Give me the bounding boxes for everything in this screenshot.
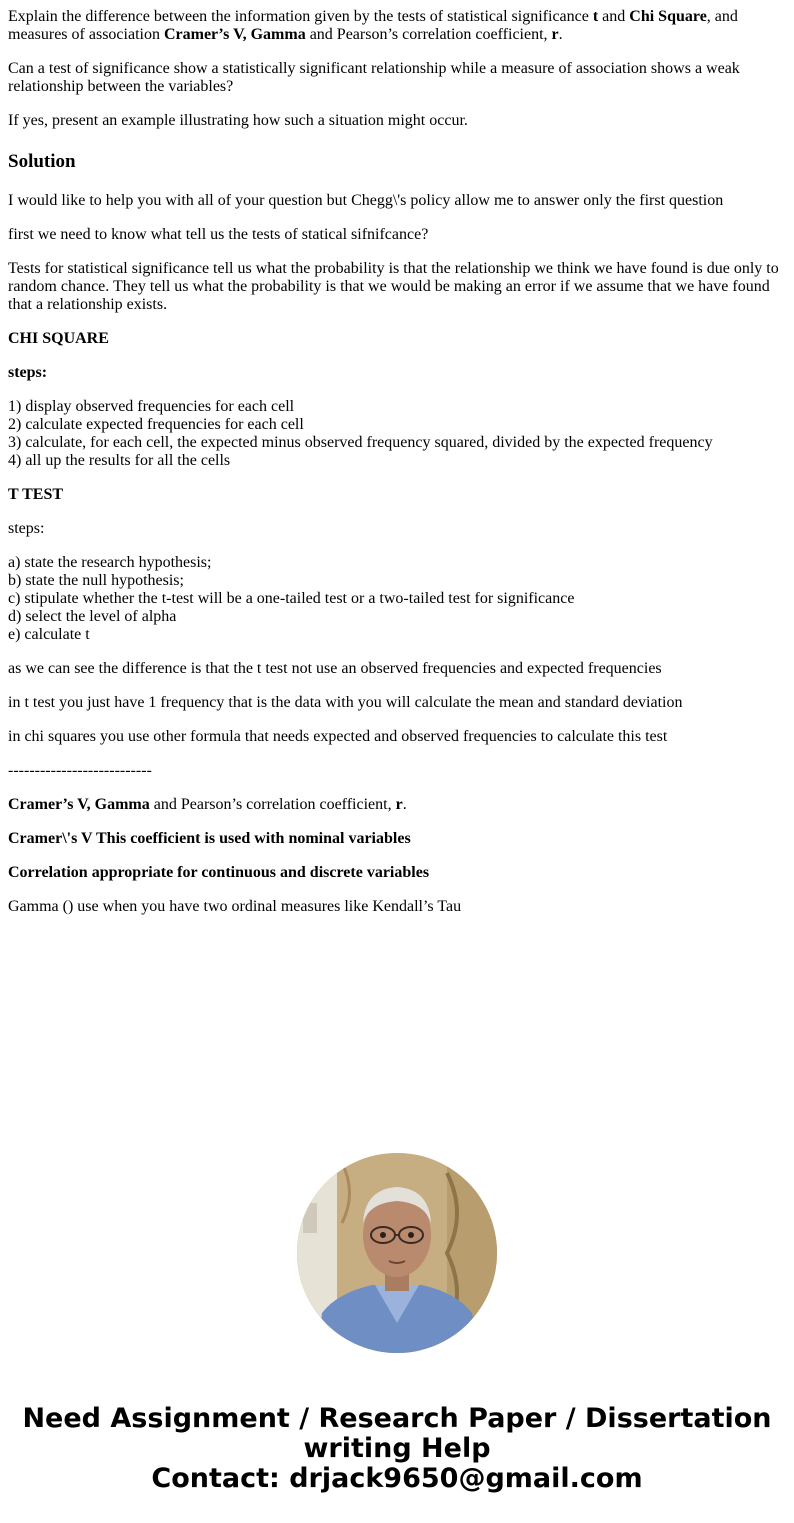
cramers-v-text: Cramer\'s V This coefficient is used with nominal variables [8, 830, 411, 847]
t-step: a) state the research hypothesis; [8, 554, 212, 571]
text: and Pearson’s correlation coefficient, [305, 26, 552, 43]
promo-line-1: Need Assignment / Research Paper / Dissertation [22, 1403, 772, 1434]
t-test-heading-text: T TEST [8, 486, 64, 503]
chi-square-steps-label [8, 364, 786, 382]
bold-r: r [551, 26, 559, 43]
difference-paragraph-1: as we can see the difference is that the t test not use an observed frequencies and expected frequencies [8, 660, 662, 677]
t-step: b) state the null hypothesis; [8, 572, 184, 589]
chi-square-steps-list [8, 398, 786, 470]
cramers-v-paragraph [8, 830, 786, 848]
chi-step: 2) calculate expected frequencies for each cell [8, 416, 304, 433]
promo-banner [0, 1404, 794, 1494]
t-step: c) stipulate whether the t-test will be a one-tailed test or a two-tailed test for significance [8, 590, 575, 607]
text: , and measures of association [8, 8, 738, 43]
difference-paragraph-2: in t test you just have 1 frequency that is the data with you will calculate the mean and standard deviation [8, 694, 683, 711]
bold-r: r [395, 796, 403, 813]
difference-paragraph-3: in chi squares you use other formula that needs expected and observed frequencies to calculate this test [8, 728, 668, 745]
text: Explain the difference between the information given by the tests of statistical significance [8, 8, 593, 25]
text: and [598, 8, 630, 25]
solution-tests-paragraph: Tests for statistical significance tell us what the probability is that the relationship we think we have found is due only to random chance. They tell us what the probability is that we would be making an error if we assume that we have found that a relationship exists. [8, 260, 779, 313]
solution-intro: I would like to help you with all of your question but Chegg\'s policy allow me to answer only the first question [8, 192, 724, 209]
t-step: d) select the level of alpha [8, 608, 177, 625]
text: and Pearson’s correlation coefficient, [149, 796, 396, 813]
correlation-text: Correlation appropriate for continuous and discrete variables [8, 864, 430, 881]
question-paragraph-1 [8, 8, 786, 44]
association-paragraph [8, 796, 786, 814]
promo-contact-line: Contact: drjack9650@gmail.com [151, 1463, 643, 1494]
chi-step: 4) all up the results for all the cells [8, 452, 231, 469]
text: . [558, 26, 563, 43]
bold-cramers-gamma: Cramer’s V, Gamma [163, 26, 306, 43]
solution-first: first we need to know what tell us the tests of statical sifnifcance? [8, 226, 429, 243]
gamma-paragraph: Gamma () use when you have two ordinal measures like Kendall’s Tau [8, 898, 462, 915]
bold-chi-square: Chi Square [629, 8, 707, 25]
t-test-steps-label: steps: [8, 520, 45, 537]
solution-heading: Solution [8, 151, 76, 172]
question-paragraph-2: Can a test of significance show a statistically significant relationship while a measure of association shows a weak relationship between the variables? [8, 60, 740, 95]
chi-step: 1) display observed frequencies for each cell [8, 398, 295, 415]
chi-step: 3) calculate, for each cell, the expected minus observed frequency squared, divided by the expected frequency [8, 434, 713, 451]
t-test-steps-list [8, 554, 786, 644]
question-paragraph-3: If yes, present an example illustrating how such a situation might occur. [8, 112, 468, 129]
author-photo-icon [297, 1153, 497, 1353]
chi-square-heading-text: CHI SQUARE [8, 330, 109, 347]
promo-line-2: writing Help [303, 1433, 491, 1464]
divider-line: --------------------------- [8, 762, 152, 779]
text: . [402, 796, 407, 813]
author-avatar [297, 1153, 497, 1353]
steps-label-text: steps: [8, 364, 48, 381]
t-test-heading [8, 486, 786, 504]
bold-cramers-gamma: Cramer’s V, Gamma [8, 796, 150, 813]
bold-t: t [592, 8, 599, 25]
t-step: e) calculate t [8, 626, 90, 643]
correlation-paragraph [8, 864, 786, 882]
chi-square-heading [8, 330, 786, 348]
